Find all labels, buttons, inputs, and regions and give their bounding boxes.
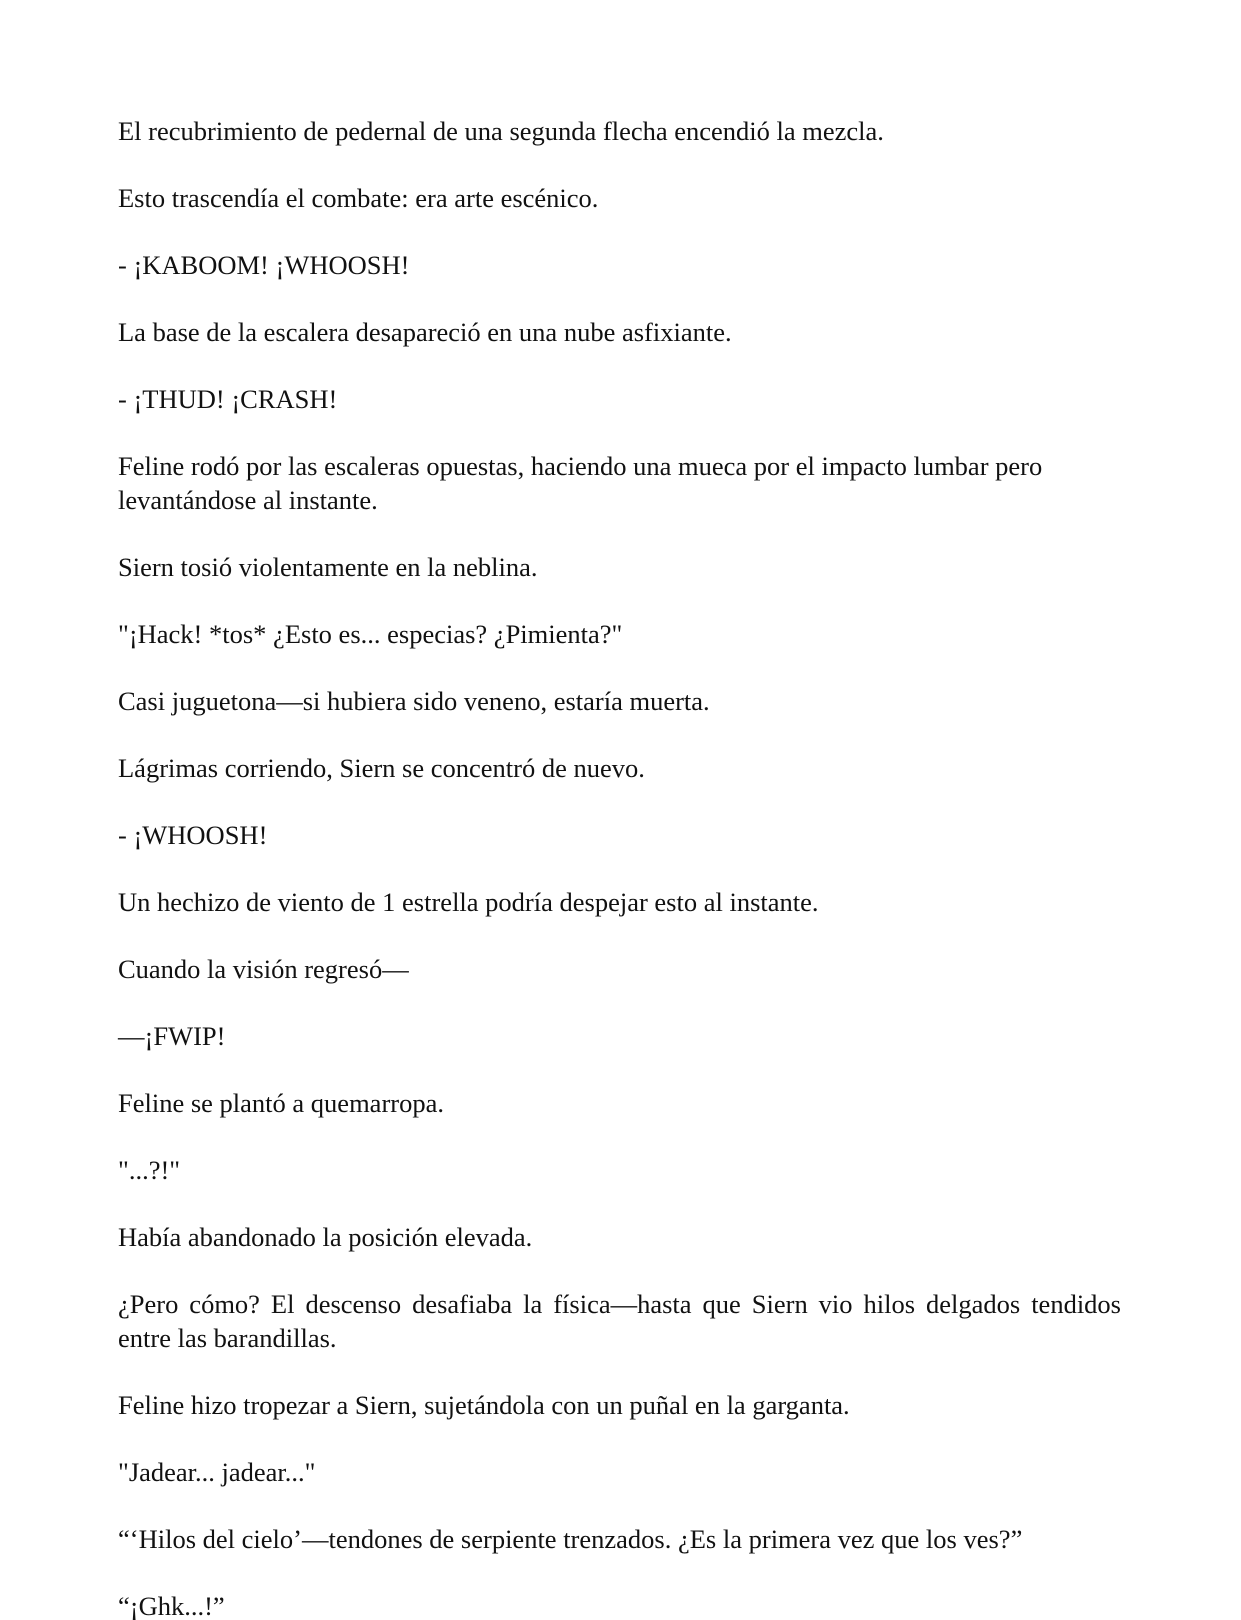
paragraph-22: “¡Ghk...!”: [118, 1591, 225, 1620]
paragraph-18: ¿Pero cómo? El descenso desafiaba la física—hasta que Siern vio hilos delgados tendidos entre las barandillas.: [118, 1289, 1121, 1353]
paragraph-1: El recubrimiento de pedernal de una segunda flecha encendió la mezcla.: [118, 116, 884, 146]
paragraph-2: Esto trascendía el combate: era arte escénico.: [118, 183, 599, 213]
paragraph-7: Siern tosió violentamente en la neblina.: [118, 552, 538, 582]
paragraph-14: —¡FWIP!: [118, 1021, 226, 1051]
paragraph-5: - ¡THUD! ¡CRASH!: [118, 384, 338, 414]
paragraph-13: Cuando la visión regresó—: [118, 954, 409, 984]
paragraph-12: Un hechizo de viento de 1 estrella podría despejar esto al instante.: [118, 887, 819, 917]
paragraph-20: "Jadear... jadear...": [118, 1457, 316, 1487]
paragraph-8: "¡Hack! *tos* ¿Esto es... especias? ¿Pimienta?": [118, 619, 623, 649]
paragraph-10: Lágrimas corriendo, Siern se concentró de nuevo.: [118, 753, 645, 783]
paragraph-11: - ¡WHOOSH!: [118, 820, 268, 850]
paragraph-19: Feline hizo tropezar a Siern, sujetándola con un puñal en la garganta.: [118, 1390, 850, 1420]
paragraph-16: "...?!": [118, 1155, 181, 1185]
paragraph-21: “‘Hilos del cielo’—tendones de serpiente trenzados. ¿Es la primera vez que los ves?”: [118, 1524, 1023, 1554]
paragraph-3: - ¡KABOOM! ¡WHOOSH!: [118, 250, 410, 280]
paragraph-17: Había abandonado la posición elevada.: [118, 1222, 533, 1252]
paragraph-15: Feline se plantó a quemarropa.: [118, 1088, 444, 1118]
paragraph-6: Feline rodó por las escaleras opuestas, haciendo una mueca por el impacto lumbar pero levantándose al instante.: [118, 451, 1043, 515]
paragraph-4: La base de la escalera desapareció en una nube asfixiante.: [118, 317, 732, 347]
paragraph-9: Casi juguetona—si hubiera sido veneno, estaría muerta.: [118, 686, 710, 716]
